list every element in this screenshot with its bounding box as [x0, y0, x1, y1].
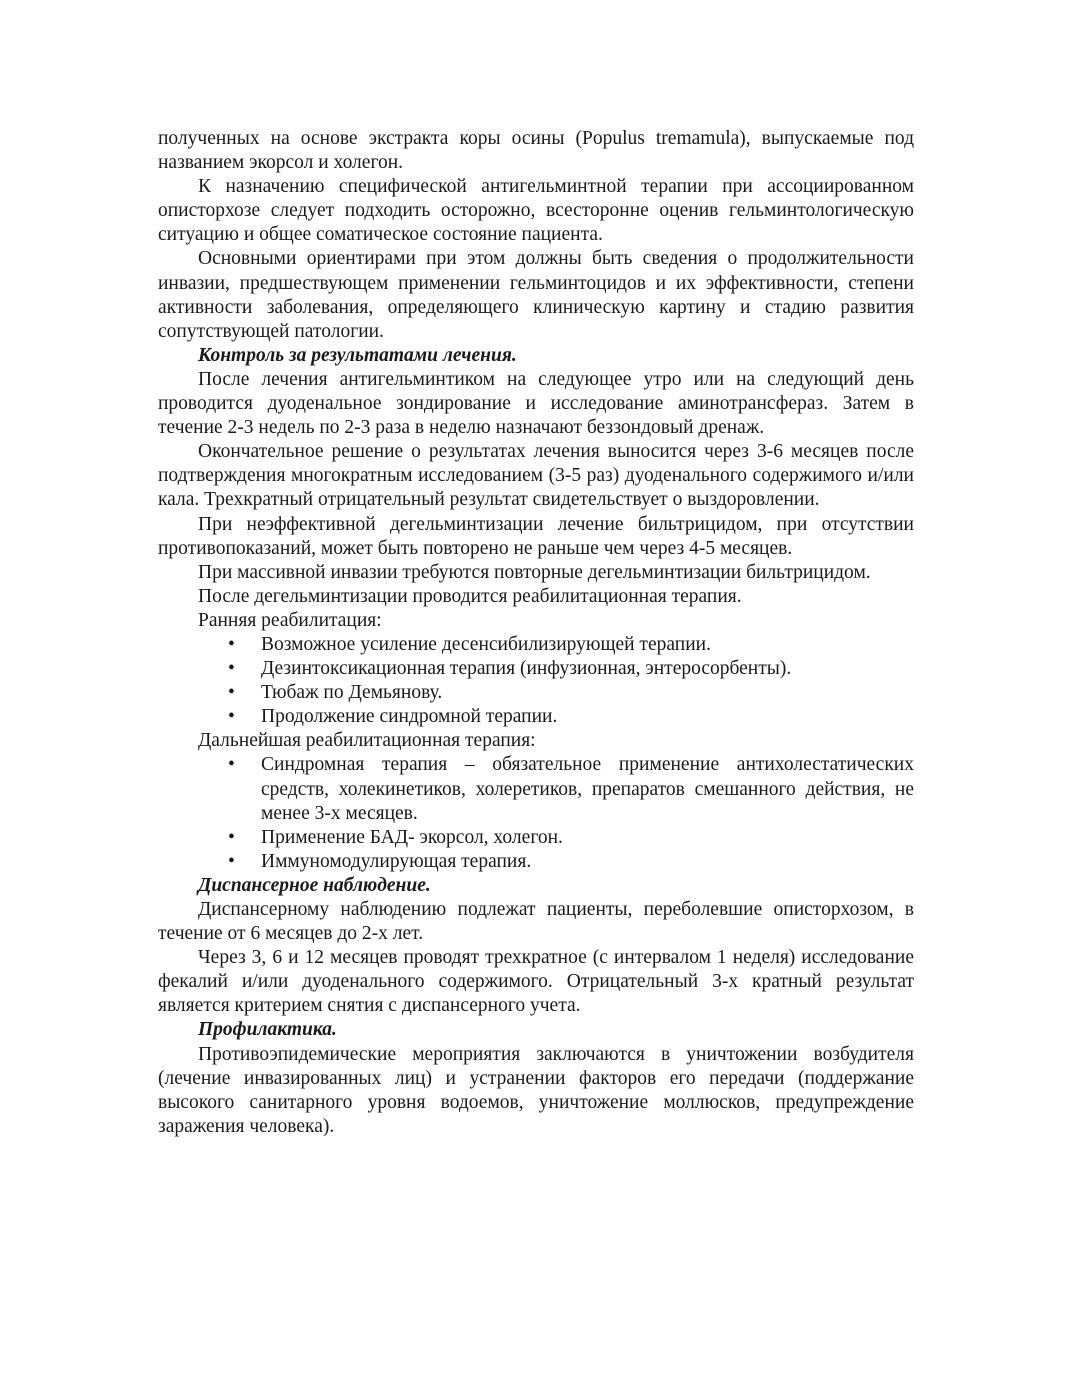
paragraph-followup-tests: Через 3, 6 и 12 месяцев проводят трехкратное (с интервалом 1 неделя) исследование фекалий и/или дуоденального содержимого. Отрицательный 3-х кратный результат является критерием снятия с диспансерного учета. [158, 947, 914, 1017]
list-item-text: Иммуномодулирующая терапия. [261, 850, 532, 872]
early-rehab-title: Ранняя реабилитация: [198, 609, 382, 631]
list-item-text: Дезинтоксикационная терапия (инфузионная, энтеросорбенты). [261, 658, 792, 680]
list-item [158, 826, 914, 850]
later-rehab-title: Дальнейшая реабилитационная терапия: [198, 730, 536, 752]
later-rehab-list [158, 753, 914, 873]
paragraph-rehabilitation: После дегельминтизации проводится реабилитационная терапия. [198, 585, 742, 607]
paragraph-specific-therapy: К назначению специфической антигельминтной терапии при ассоциированном описторхозе следует подходить осторожно, всесторонне оценив гельминтологическую ситуацию и общее соматическое состояние пациента. [158, 176, 914, 246]
document-page [158, 127, 914, 1139]
heading-dispensary-observation: Диспансерное наблюдение. [198, 874, 431, 896]
bullet-icon: • [228, 633, 235, 655]
list-item [158, 705, 914, 729]
paragraph-final-decision: Окончательное решение о результатах лечения выносится через 3-6 месяцев после подтверждения многократным исследованием (3-5 раз) дуоденального содержимого и/или кала. Трехкратный отрицательный результат свидетельствует о выздоровлении. [158, 441, 914, 511]
list-item-text: Тюбаж по Демьянову. [261, 682, 443, 704]
list-item [158, 753, 914, 825]
paragraph-dispensary-period: Диспансерному наблюдению подлежат пациенты, переболевшие описторхозом, в течение от 6 месяцев до 2-х лет. [158, 899, 914, 945]
bullet-icon: • [228, 850, 235, 872]
bullet-icon: • [228, 658, 235, 680]
heading-prevention: Профилактика. [198, 1019, 337, 1041]
paragraph-guidelines: Основными ориентирами при этом должны быть сведения о продолжительности инвазии, предшествующем применении гельминтоцидов и их эффективности, степени активности заболевания, определяющего клиническую картину и стадию развития сопутствующей патологии. [158, 248, 914, 342]
early-rehab-list [158, 633, 914, 729]
paragraph-massive-invasion: При массивной инвазии требуются повторные дегельминтизации бильтрицидом. [198, 561, 871, 583]
paragraph-ineffective-deworming: При неэффективной дегельминтизации лечение бильтрицидом, при отсутствии противопоказаний, может быть повторено не раньше чем через 4-5 месяцев. [158, 513, 914, 559]
paragraph-prevention-measures: Противоэпидемические мероприятия заключаются в уничтожении возбудителя (лечение инвазированных лиц) и устранении факторов его передачи (поддержание высокого санитарного уровня водоемов, уничтожение моллюсков, предупреждение заражения человека). [158, 1043, 914, 1137]
list-item-text: Синдромная терапия – обязательное применение антихолестатических средств, холекинетиков, холеретиков, препаратов смешанного действия, не менее 3-х месяцев. [261, 754, 914, 824]
list-item [158, 681, 914, 705]
bullet-icon: • [228, 682, 235, 704]
list-item-text: Возможное усиление десенсибилизирующей терапии. [261, 633, 711, 655]
list-item [158, 850, 914, 874]
heading-treatment-control: Контроль за результатами лечения. [198, 344, 517, 366]
list-item [158, 657, 914, 681]
bullet-icon: • [228, 826, 235, 848]
bullet-icon: • [228, 706, 235, 728]
list-item-text: Продолжение синдромной терапии. [261, 706, 558, 728]
list-item [158, 633, 914, 657]
paragraph-after-treatment: После лечения антигельминтиком на следующее утро или на следующий день проводится дуоденальное зондирование и исследование аминотрансфераз. Затем в течение 2-3 недель по 2-3 раза в неделю назначают беззондовый дренаж. [158, 368, 914, 439]
bullet-icon: • [228, 754, 235, 776]
list-item-text: Применение БАД- экорсол, холегон. [261, 826, 563, 848]
paragraph-extract-products: полученных на основе экстракта коры осины (Populus tremamula), выпускаемые под названием экорсол и холегон. [158, 128, 914, 174]
